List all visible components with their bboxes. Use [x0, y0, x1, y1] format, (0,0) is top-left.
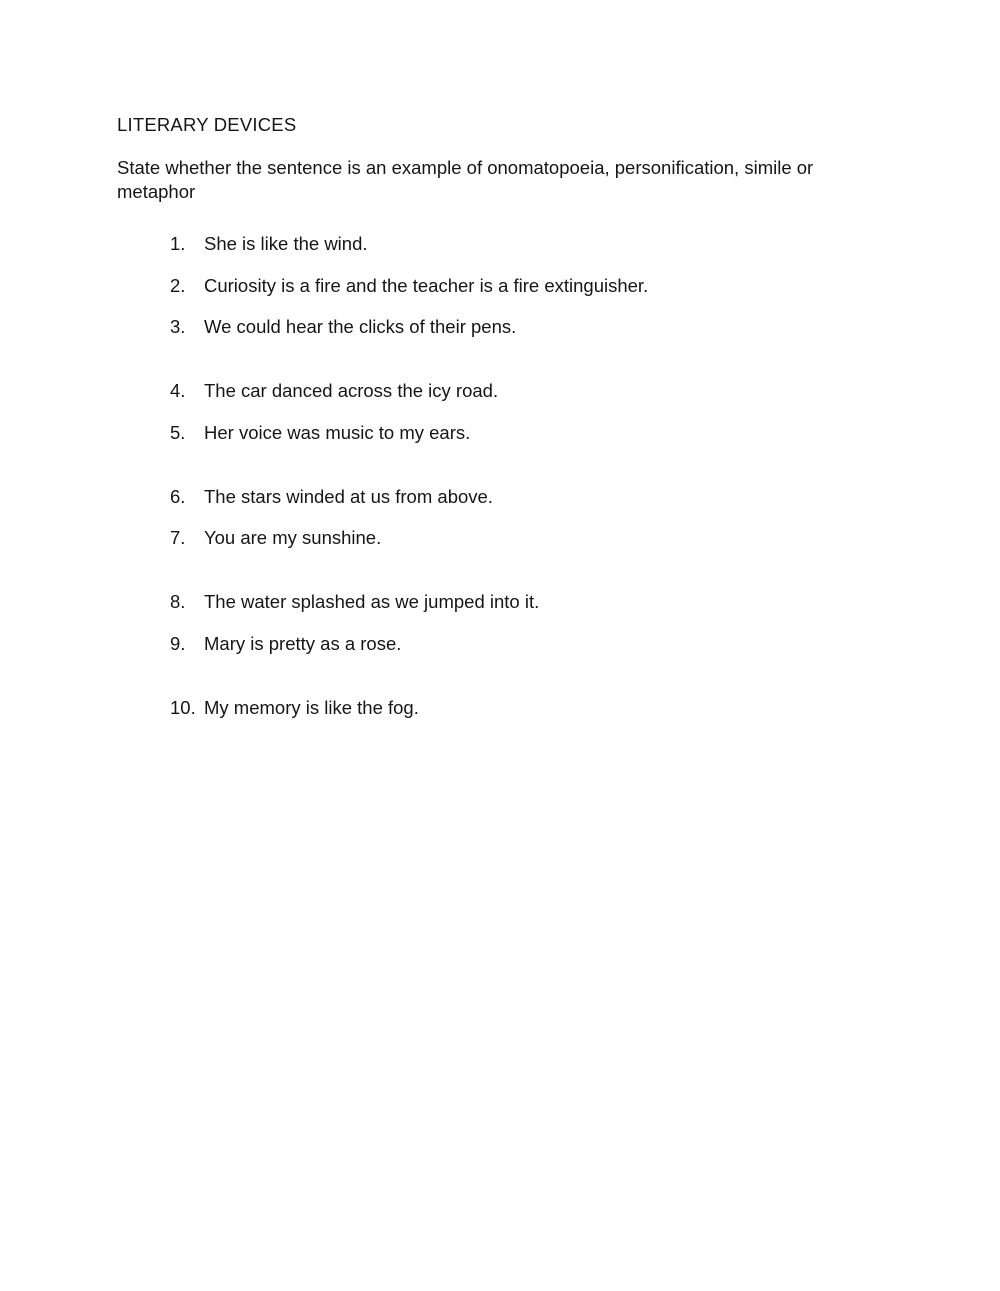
list-item — [170, 696, 870, 719]
page-title: LITERARY DEVICES — [117, 114, 297, 135]
list-item-number: 5. — [170, 421, 186, 443]
list-item-text: My memory is like the fog. — [204, 696, 419, 718]
instructions-text: State whether the sentence is an example of onomatopoeia, personification, simile or metaphor — [117, 157, 814, 202]
document-header-block — [117, 113, 877, 203]
list-item-text: We could hear the clicks of their pens. — [204, 316, 517, 337]
list-item — [170, 421, 870, 444]
list-item — [170, 379, 870, 402]
list-item-number: 2. — [170, 274, 186, 296]
list-item-text: You are my sunshine. — [204, 527, 382, 548]
list-item — [170, 590, 870, 613]
list-item-text: Her voice was music to my ears. — [204, 421, 471, 443]
list-item-text: The water splashed as we jumped into it. — [204, 591, 540, 612]
list-item — [170, 315, 870, 338]
list-item-text: The car danced across the icy road. — [204, 380, 499, 401]
list-item-number: 6. — [170, 485, 186, 507]
questions-list — [170, 232, 870, 737]
list-item-number: 3. — [170, 316, 186, 337]
list-item-number: 4. — [170, 380, 186, 401]
list-item — [170, 274, 870, 297]
list-item-number: 1. — [170, 233, 186, 254]
list-item — [170, 485, 870, 508]
list-item — [170, 232, 870, 255]
list-item-number: 7. — [170, 527, 186, 548]
list-item-text: Curiosity is a fire and the teacher is a fire extinguisher. — [204, 274, 649, 296]
list-item-number: 8. — [170, 591, 186, 612]
list-item — [170, 526, 870, 549]
list-item — [170, 632, 870, 655]
list-item-number: 10. — [170, 696, 196, 718]
list-item-number: 9. — [170, 632, 186, 654]
list-item-text: Mary is pretty as a rose. — [204, 632, 402, 654]
list-item-text: She is like the wind. — [204, 233, 368, 254]
list-item-text: The stars winded at us from above. — [204, 485, 493, 507]
